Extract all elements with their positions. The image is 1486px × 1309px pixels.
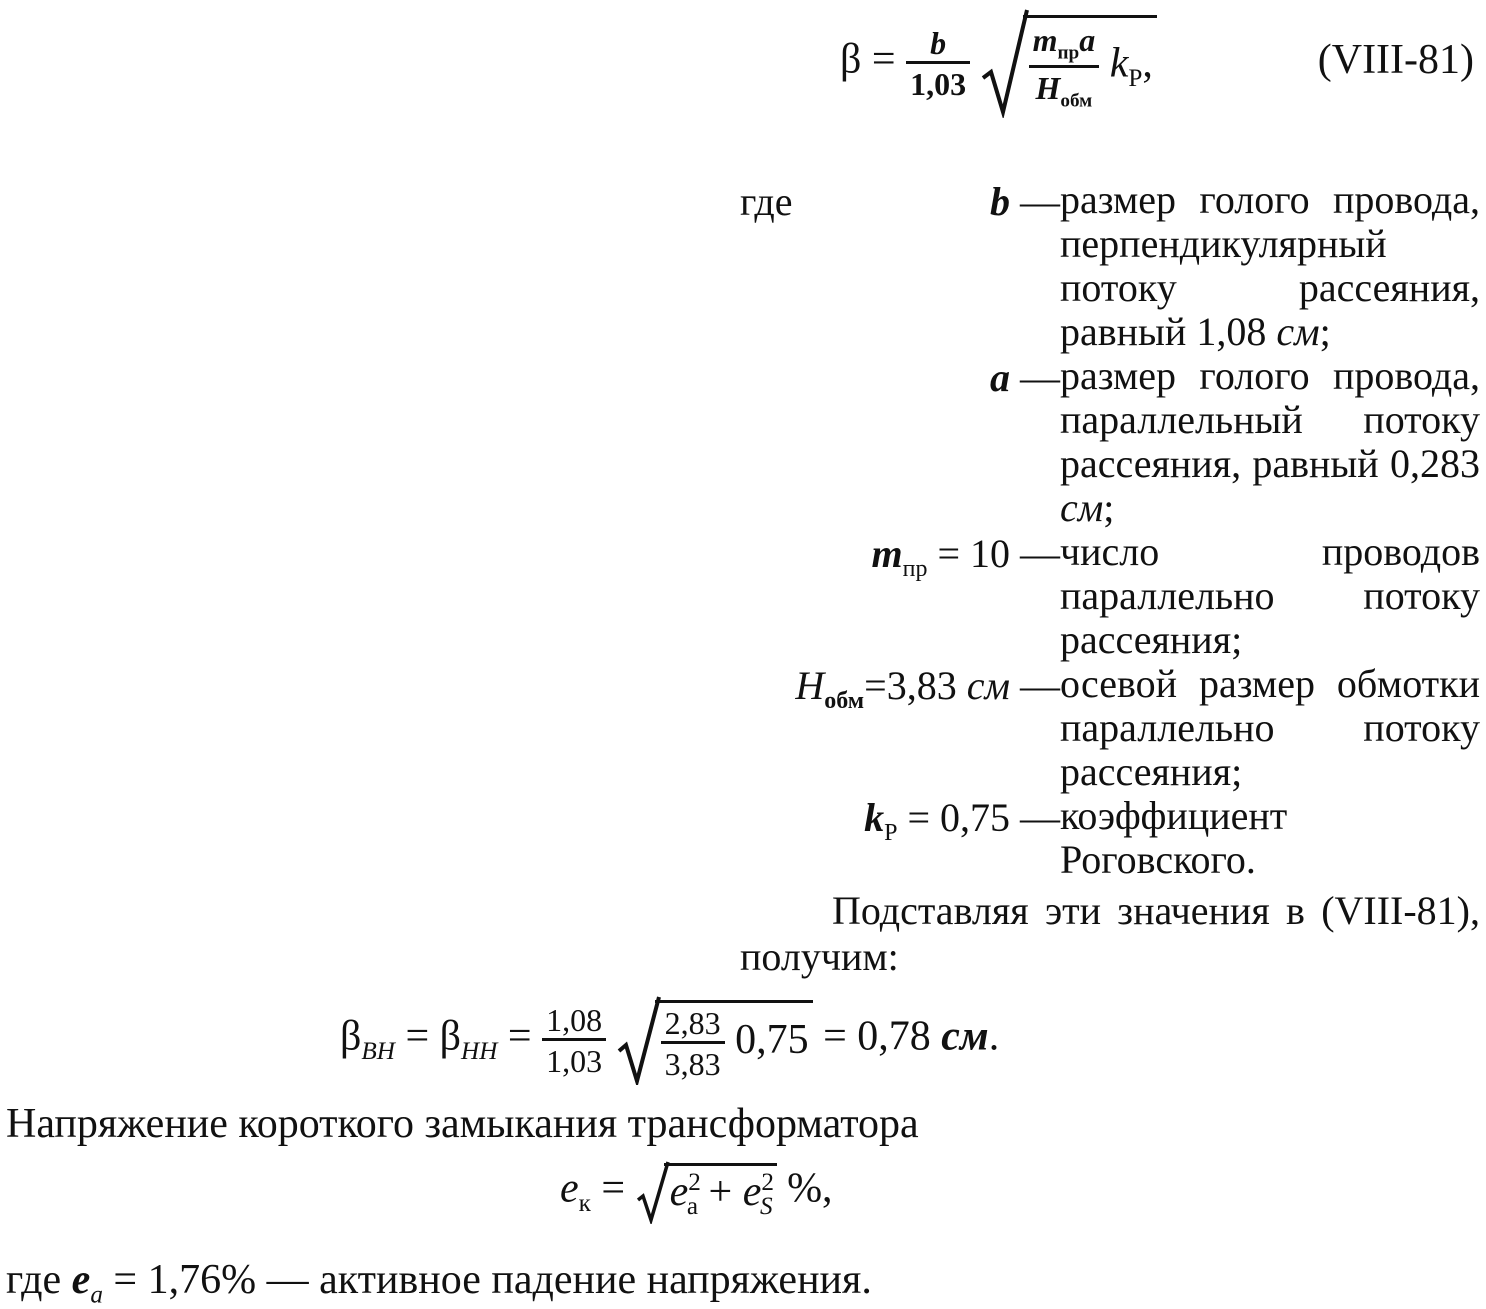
- where-word: где: [740, 179, 793, 224]
- radicand: $\frac{m_{пр}a}{H_{обм}}$ $k_P$,: [1023, 15, 1157, 110]
- fraction-b-over-103: [906, 24, 970, 102]
- formula-e-k: $e_к = e^2_a + e^2_S$ %,: [560, 1160, 833, 1224]
- definition-b: b — размер голого провода, перпендикулярный потоку рассеяния, равный 1,08 см;: [990, 177, 1480, 354]
- definition-a: a — размер голого провода, параллельный потоку рассеяния, равный 0,283 см;: [990, 353, 1480, 530]
- square-root: [636, 1160, 777, 1224]
- active-voltage-drop-line: где $e_a = 1,76\%$ — активное падение напряжения.: [6, 1257, 872, 1309]
- radicand-numerator: $m_{пр}a$: [1029, 24, 1100, 68]
- radicand-fraction: [1029, 24, 1100, 110]
- definitions-block: [740, 178, 1480, 882]
- radicand: $\frac{2,83}{3,83}$ 0,75: [655, 1000, 813, 1080]
- radicand-denominator: $H_{обм}$: [1035, 70, 1093, 112]
- substitution-paragraph: Подставляя эти значения в (VIII-81), получим:: [740, 888, 1480, 979]
- definition-k-p: $k_P = 0,75$ — коэффициент Роговского.: [864, 793, 1288, 882]
- formula-beta-result: $\beta_{ВН} = \beta_{НН}$ = $\frac{1,08}{1,03}$ $\frac{2,83}{3,83}$ 0,75 = 0,78 см.: [340, 995, 999, 1085]
- square-root: [981, 8, 1157, 118]
- formula-viii-81: [840, 8, 1480, 118]
- fraction-108-over-103: $\frac{1,08}{1,03}$: [542, 1004, 606, 1077]
- radical-sign-icon: [981, 8, 1029, 118]
- beta-symbol: β: [840, 36, 862, 83]
- definition-m-pr: $m_{пр} = 10$ — число проводов параллельно потоку рассеяния;: [871, 529, 1480, 662]
- square-root: [617, 995, 813, 1085]
- coefficient-k: k: [1109, 41, 1129, 88]
- equation-number: (VIII-81): [1317, 37, 1474, 83]
- radicand: $e^2_a + e^2_S$: [664, 1163, 777, 1221]
- definition-h-obm: $H_{обм}=3,83$ см — осевой размер обмотки параллельно потоку рассеяния;: [795, 661, 1480, 794]
- fraction-denominator: 1,03: [910, 65, 967, 102]
- short-circuit-voltage-text: Напряжение короткого замыкания трансформатора: [6, 1101, 919, 1147]
- fraction-numerator: b: [906, 27, 970, 64]
- equals-sign: =: [871, 36, 896, 83]
